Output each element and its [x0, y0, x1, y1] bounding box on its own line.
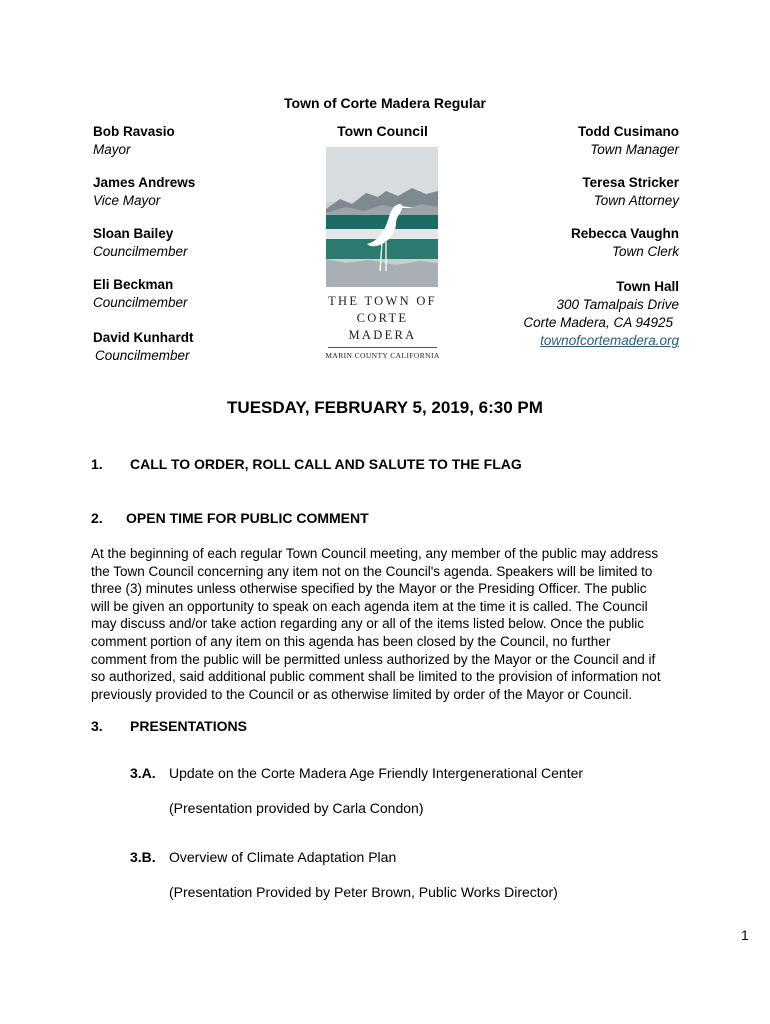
logo-divider [328, 347, 437, 348]
staff-list [419, 123, 679, 365]
town-logo [320, 147, 445, 360]
section-1-title: CALL TO ORDER, ROLL CALL AND SALUTE TO THE FLAG [130, 456, 522, 472]
official-vice-mayor: James Andrews Vice Mayor [93, 175, 196, 208]
official-councilmember: Eli Beckman Councilmember [93, 277, 188, 310]
logo-subtitle: MARIN COUNTY CALIFORNIA [325, 351, 440, 360]
town-hall-address: Town Hall 300 Tamalpais Drive Corte Madera, CA 94925 townofcortemadera.org [523, 279, 679, 348]
item-3a-number: 3.A. [130, 765, 156, 781]
official-councilmember: David Kunhardt Councilmember [93, 330, 194, 363]
item-3b-title: Overview of Climate Adaptation Plan [169, 849, 397, 865]
official-town-attorney: Teresa Stricker Town Attorney [582, 175, 679, 208]
item-3b-note: (Presentation Provided by Peter Brown, Public Works Director) [169, 884, 558, 900]
section-3-number: 3. [91, 718, 103, 734]
item-3a-note: (Presentation provided by Carla Condon) [169, 800, 424, 816]
official-town-manager: Todd Cusimano Town Manager [578, 124, 679, 157]
page-number: 1 [741, 927, 749, 943]
document-title-line2: Town Council [337, 123, 428, 139]
town-website-link[interactable]: townofcortemadera.org [540, 333, 679, 348]
official-town-clerk: Rebecca Vaughn Town Clerk [570, 226, 679, 259]
official-councilmember: Sloan Bailey Councilmember [93, 226, 188, 259]
item-3a-title: Update on the Corte Madera Age Friendly Intergenerational Center [169, 765, 584, 781]
section-2-title: OPEN TIME FOR PUBLIC COMMENT [126, 510, 369, 526]
public-comment-paragraph: At the beginning of each regular Town Council meeting, any member of the public may address the Town Council concerning any item not on the Council's agenda. Speakers will be limited to three (3) minutes unless otherwise specified by the Mayor or the Presiding Officer. The public will be given an opportunity to speak on each agenda item at the time it is called. The Council may discuss and/or take action regarding any or all of the items listed below. Once the public comment portion of any item on this agenda has been closed by the Council, no further comment from the public will be permitted unless authorized by the Mayor or the Council and if so authorized, said additional public comment shall be limited to the provision of information not previously provided to the Council or as otherwise limited by order of the Mayor or Council. [91, 546, 661, 702]
item-3b-number: 3.B. [130, 849, 156, 865]
heron-logo-icon [326, 147, 438, 287]
section-3-title: PRESENTATIONS [130, 718, 247, 734]
section-1-number: 1. [91, 456, 103, 472]
official-mayor: Bob Ravasio Mayor [93, 124, 175, 157]
council-members-list [93, 123, 333, 380]
section-2-number: 2. [91, 510, 103, 526]
meeting-date: TUESDAY, FEBRUARY 5, 2019, 6:30 PM [227, 398, 543, 417]
document-title: Town of Corte Madera Regular [284, 95, 486, 111]
logo-wordmark: THE TOWN OF CORTE MADERA [328, 294, 437, 342]
